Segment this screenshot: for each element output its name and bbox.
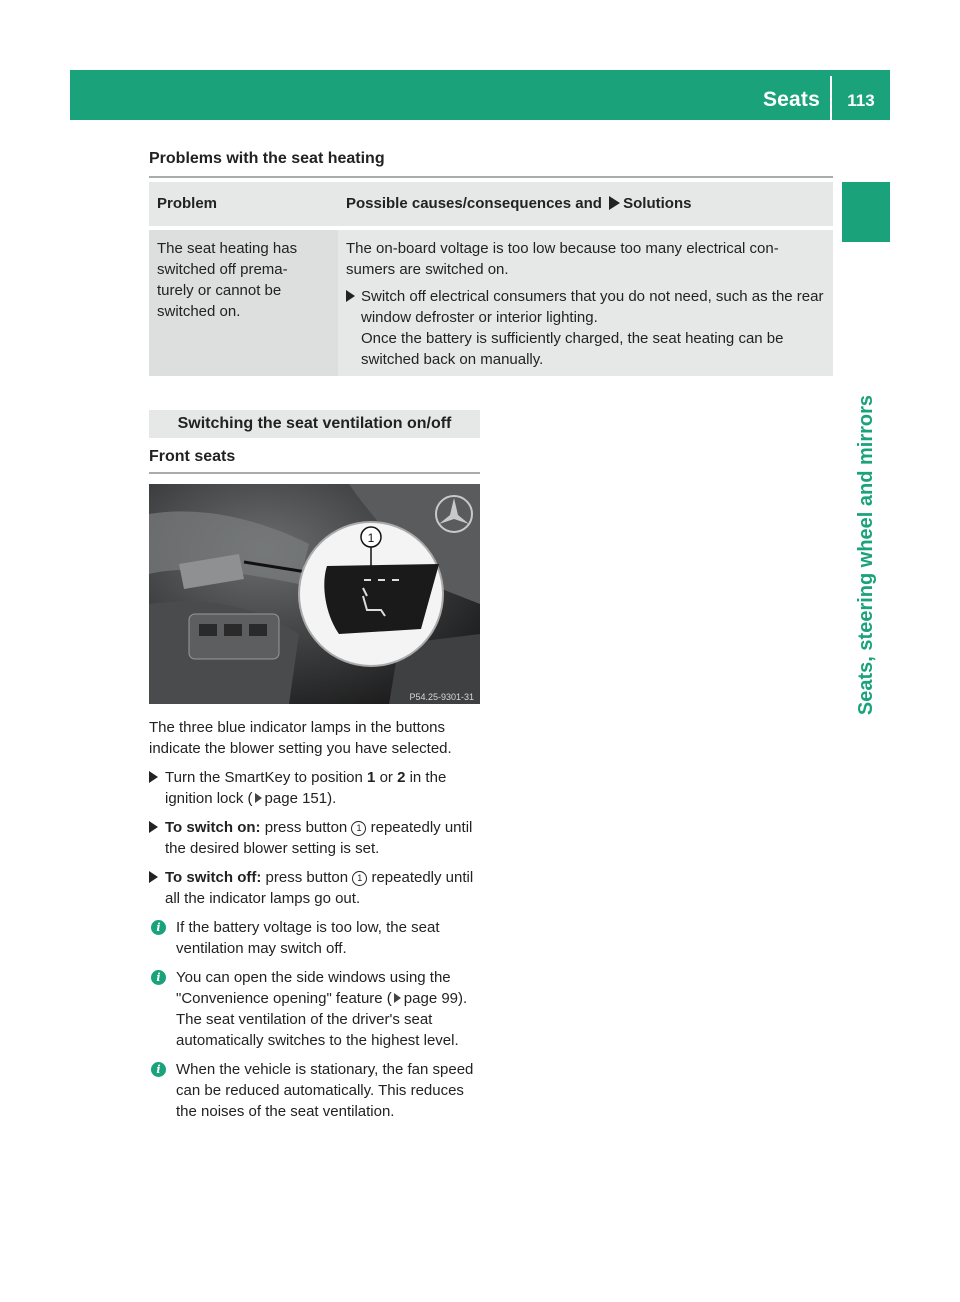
ventilation-heading: Switching the seat ventilation on/off xyxy=(149,410,480,438)
col-causes-header xyxy=(338,182,833,226)
step1-pos1: 1 xyxy=(367,769,376,786)
info1-text: If the battery voltage is too low, the seat ventilation may switch off. xyxy=(176,919,440,957)
info-icon: i xyxy=(151,920,166,935)
step-switch-on xyxy=(149,817,483,859)
section-title: Seats xyxy=(762,88,820,111)
col-problem-header: Problem xyxy=(157,195,218,212)
step1-pos2: 2 xyxy=(397,769,406,786)
row-step-b: Once the battery is sufficiently charged, the seat heating can be switched back on manually. xyxy=(361,330,784,368)
step3-label: To switch off: xyxy=(165,869,262,886)
triangle-icon xyxy=(149,771,158,783)
step1-or: or xyxy=(379,769,393,786)
col-solutions-text: Solutions xyxy=(623,195,692,212)
front-seats-subheading: Front seats xyxy=(149,448,236,465)
row-solution xyxy=(338,230,833,376)
triangle-icon xyxy=(609,196,620,210)
info-note xyxy=(149,1059,483,1122)
step-ignition xyxy=(149,767,483,809)
row-problem-text: The seat heating has switched off prema- turely or cannot be switched on. xyxy=(157,240,298,320)
step2-text-a: press button xyxy=(264,819,348,836)
side-tab xyxy=(842,182,890,242)
header-bar xyxy=(70,70,890,120)
page-ref-icon xyxy=(255,793,262,803)
step2-text-b: repeatedly until the desired blower setting is set. xyxy=(165,819,473,857)
photo-callout-1: 1 xyxy=(367,531,375,545)
title-rule xyxy=(149,176,833,178)
triangle-icon xyxy=(346,290,355,302)
row-step-a: Switch off electrical consumers that you do not need, such as the rear window defroster or interior lighting. xyxy=(361,288,824,326)
problems-table xyxy=(149,182,833,376)
problems-title: Problems with the seat heating xyxy=(149,150,385,167)
table-row xyxy=(149,230,833,376)
button-ref-icon: 1 xyxy=(352,871,367,886)
table-header xyxy=(149,182,833,226)
subheading-rule xyxy=(149,472,480,474)
step2-label: To switch on: xyxy=(165,819,261,836)
info-icon: i xyxy=(151,1062,166,1077)
step-switch-off xyxy=(149,867,483,909)
seat-ventilation-photo xyxy=(149,484,480,704)
info-note xyxy=(149,967,483,1051)
step1-page-ref[interactable]: page 151). xyxy=(264,790,337,807)
info3-text: When the vehicle is stationary, the fan speed can be reduced automatically. This reduces the noises of the seat ventilation. xyxy=(176,1061,474,1120)
image-caption: P54.25-9301-31 xyxy=(409,692,474,702)
intro-text: The three blue indicator lamps in the buttons indicate the blower setting you have selected. xyxy=(149,719,452,757)
col-causes-text: Possible causes/consequences and xyxy=(346,195,602,212)
side-label: Seats, steering wheel and mirrors xyxy=(855,394,877,716)
button-ref-icon: 1 xyxy=(351,821,366,836)
info-icon: i xyxy=(151,970,166,985)
info2-text-b[interactable]: page 99). The seat ventilation of the driver's seat automatically switches to the highest level. xyxy=(176,990,468,1049)
step3-text-b: repeatedly until all the indicator lamps go out. xyxy=(165,869,474,907)
step1-text-a: Turn the SmartKey to position xyxy=(165,769,363,786)
row-problem xyxy=(149,230,338,376)
triangle-icon xyxy=(149,821,158,833)
page-number: 113 xyxy=(847,91,875,110)
triangle-icon xyxy=(149,871,158,883)
row-step xyxy=(346,286,827,370)
row-cause-text: The on-board voltage is too low because too many electrical con- sumers are switched on. xyxy=(346,240,779,278)
info-note xyxy=(149,917,483,959)
page-ref-icon xyxy=(394,993,401,1003)
car-interior-illustration xyxy=(149,484,480,704)
ventilation-body xyxy=(149,717,483,1130)
info2-text-a: You can open the side windows using the "Convenience opening" feature ( xyxy=(176,969,451,1007)
step1-text-e: in the ignition lock ( xyxy=(165,769,447,807)
step3-text-a: press button xyxy=(265,869,349,886)
